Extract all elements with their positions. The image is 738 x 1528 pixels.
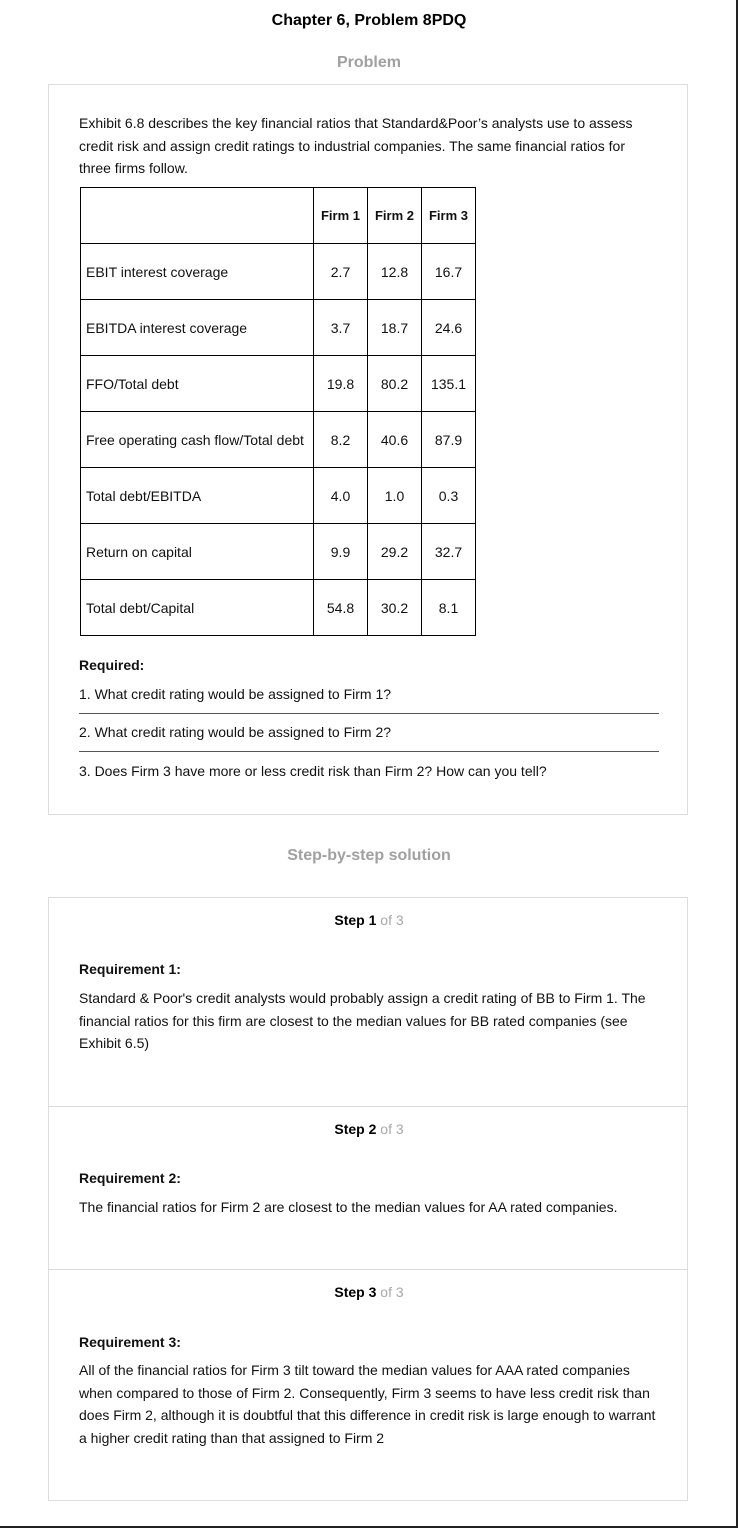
firm1-value: 54.8 bbox=[314, 580, 368, 636]
row-label: Total debt/EBITDA bbox=[81, 468, 314, 524]
firm3-value: 24.6 bbox=[422, 300, 476, 356]
row-label: Free operating cash flow/Total debt bbox=[81, 412, 314, 468]
table-header-row bbox=[81, 188, 476, 244]
ratios-table bbox=[80, 187, 476, 636]
requirement-heading: Requirement 1: bbox=[79, 961, 181, 977]
step-card-3 bbox=[48, 1269, 688, 1501]
step-total: of 3 bbox=[380, 1121, 404, 1137]
step-total: of 3 bbox=[380, 912, 404, 928]
step-card-2 bbox=[48, 1106, 688, 1271]
table-row bbox=[81, 468, 476, 524]
step-number: 2 bbox=[368, 1121, 377, 1137]
problem-intro: Exhibit 6.8 describes the key financial ratios that Standard&Poor’s analysts use to assess credit risk and assign credit ratings to industrial companies. The same financial ratios for three firms follow. bbox=[79, 115, 633, 176]
row-label: FFO/Total debt bbox=[81, 356, 314, 412]
row-label: EBIT interest coverage bbox=[81, 244, 314, 300]
row-label: Total debt/Capital bbox=[81, 580, 314, 636]
table-row bbox=[81, 300, 476, 356]
required-title: Required: bbox=[79, 657, 145, 673]
firm1-value: 9.9 bbox=[314, 524, 368, 580]
firm3-value: 8.1 bbox=[422, 580, 476, 636]
step-header bbox=[49, 1284, 689, 1300]
problem-section-label: Problem bbox=[336, 54, 401, 71]
firm3-value: 0.3 bbox=[422, 468, 476, 524]
firm2-value: 30.2 bbox=[368, 580, 422, 636]
firm1-value: 8.2 bbox=[314, 412, 368, 468]
requirement-body: The financial ratios for Firm 2 are closest to the median values for AA rated companies. bbox=[79, 1199, 618, 1215]
step-word: Step bbox=[334, 1284, 365, 1300]
step-total: of 3 bbox=[380, 1284, 404, 1300]
table-header-firm2: Firm 2 bbox=[368, 188, 422, 244]
requirement-body: Standard & Poor's credit analysts would probably assign a credit rating of BB to Firm 1. The financial ratios for this firm are closest to the median values for BB rated companies (see Exhibit 6.5) bbox=[79, 990, 646, 1051]
table-header-firm1: Firm 1 bbox=[314, 188, 368, 244]
firm3-value: 135.1 bbox=[422, 356, 476, 412]
question-3: 3. Does Firm 3 have more or less credit risk than Firm 2? How can you tell? bbox=[79, 763, 547, 779]
firm2-value: 80.2 bbox=[368, 356, 422, 412]
firm2-value: 18.7 bbox=[368, 300, 422, 356]
firm3-value: 32.7 bbox=[422, 524, 476, 580]
row-label: Return on capital bbox=[81, 524, 314, 580]
step-card-1 bbox=[48, 897, 688, 1107]
firm3-value: 16.7 bbox=[422, 244, 476, 300]
step-number: 1 bbox=[368, 912, 377, 928]
table-row bbox=[81, 580, 476, 636]
firm2-value: 1.0 bbox=[368, 468, 422, 524]
step-word: Step bbox=[334, 912, 365, 928]
solution-section-label: Step-by-step solution bbox=[287, 847, 451, 864]
step-number: 3 bbox=[368, 1284, 377, 1300]
problem-card bbox=[48, 84, 688, 815]
table-header-blank bbox=[81, 188, 314, 244]
row-label: EBITDA interest coverage bbox=[81, 300, 314, 356]
step-word: Step bbox=[334, 1121, 365, 1137]
requirement-heading: Requirement 2: bbox=[79, 1170, 181, 1186]
step-header bbox=[49, 912, 689, 928]
firm1-value: 2.7 bbox=[314, 244, 368, 300]
table-row bbox=[81, 244, 476, 300]
question-1: 1. What credit rating would be assigned to Firm 1? bbox=[79, 686, 392, 702]
requirement-body: All of the financial ratios for Firm 3 tilt toward the median values for AAA rated companies when compared to those of Firm 2. Consequently, Firm 3 seems to have less credit risk than does Firm 2, although it is doubtful that this difference in credit risk is large enough to warrant a higher credit rating than that assigned to Firm 2 bbox=[79, 1362, 656, 1446]
requirement-heading: Requirement 3: bbox=[79, 1334, 181, 1350]
page-title: Chapter 6, Problem 8PDQ bbox=[271, 12, 467, 29]
step-header bbox=[49, 1121, 689, 1137]
firm3-value: 87.9 bbox=[422, 412, 476, 468]
table-row bbox=[81, 356, 476, 412]
question-divider bbox=[79, 713, 659, 714]
firm2-value: 12.8 bbox=[368, 244, 422, 300]
question-divider bbox=[79, 751, 659, 752]
firm1-value: 3.7 bbox=[314, 300, 368, 356]
table-row bbox=[81, 524, 476, 580]
table-row bbox=[81, 412, 476, 468]
table-header-firm3: Firm 3 bbox=[422, 188, 476, 244]
question-2: 2. What credit rating would be assigned to Firm 2? bbox=[79, 724, 392, 740]
firm1-value: 4.0 bbox=[314, 468, 368, 524]
firm1-value: 19.8 bbox=[314, 356, 368, 412]
firm2-value: 29.2 bbox=[368, 524, 422, 580]
firm2-value: 40.6 bbox=[368, 412, 422, 468]
